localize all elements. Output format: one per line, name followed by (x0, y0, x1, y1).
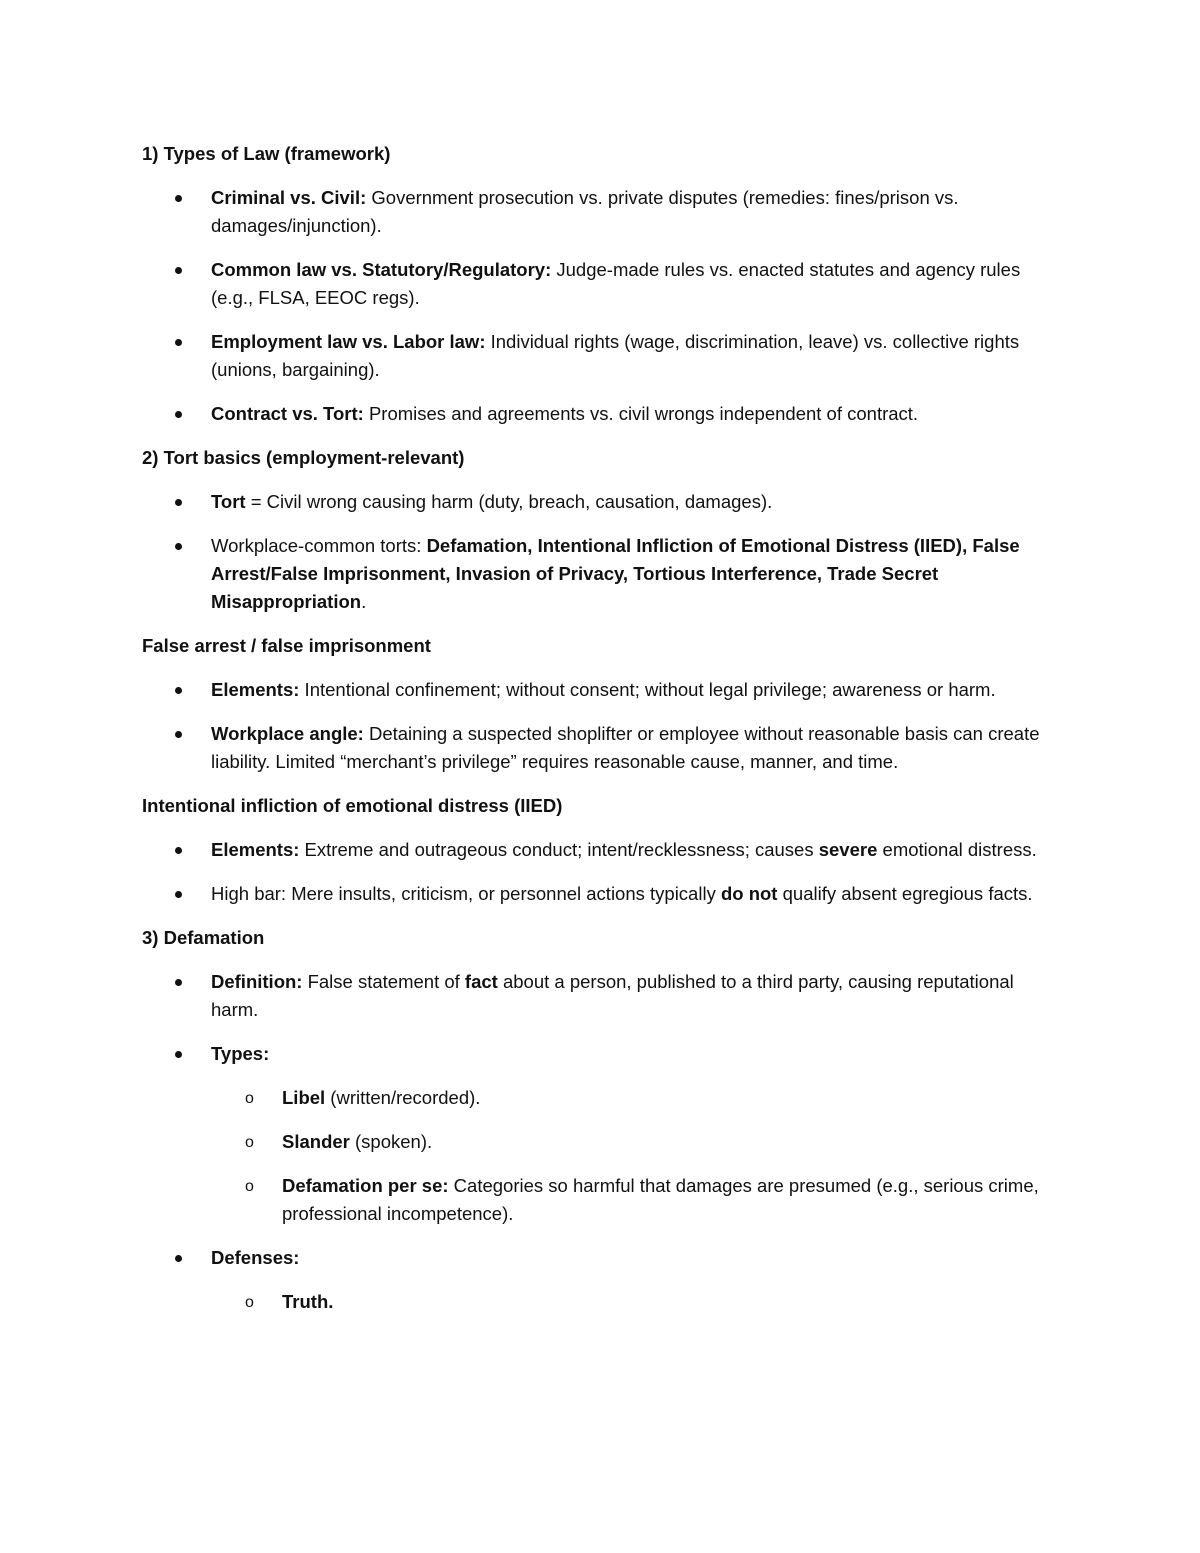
bullet-icon (175, 499, 182, 506)
bullet-icon (175, 687, 182, 694)
bullet-icon (175, 339, 182, 346)
bullet-icon (175, 195, 182, 202)
bullet-icon (175, 543, 182, 550)
bullet-icon (175, 979, 182, 986)
iied-list (142, 836, 1062, 908)
circle-bullet-icon: o (245, 1178, 254, 1195)
types-sublist (211, 1084, 1062, 1228)
bullet-icon (175, 891, 182, 898)
list-item: Criminal vs. Civil: Government prosecution vs. private disputes (remedies: fines/prison vs. damages/injunction). (142, 184, 1062, 240)
tort-basics-list (142, 488, 1062, 616)
bullet-icon (175, 1051, 182, 1058)
circle-bullet-icon: o (245, 1134, 254, 1151)
bullet-icon (175, 847, 182, 854)
section-heading-iied: Intentional infliction of emotional distress (IIED) (142, 795, 563, 816)
defamation-list (142, 968, 1062, 1316)
circle-bullet-icon: o (245, 1294, 254, 1311)
defenses-sublist (211, 1288, 1062, 1316)
list-item: Types: o Libel (written/recorded). o Slander (spoken). o Defamation per se: Categories so harmful that damages are presumed (e.g., serious crime, professional incompetence). (142, 1040, 1062, 1228)
sub-list-item: o Slander (spoken). (211, 1128, 1062, 1156)
sub-list-item: o Libel (written/recorded). (211, 1084, 1062, 1112)
list-item: Workplace angle: Detaining a suspected shoplifter or employee without reasonable basis can create liability. Limited “merchant’s privilege” requires reasonable cause, manner, and time. (142, 720, 1062, 776)
sub-list-item: o Truth. (211, 1288, 1062, 1316)
bullet-icon (175, 1255, 182, 1262)
sub-list-item: o Defamation per se: Categories so harmful that damages are presumed (e.g., serious crime, professional incompetence). (211, 1172, 1062, 1228)
section-heading-false-arrest: False arrest / false imprisonment (142, 635, 431, 656)
section-heading-defamation: 3) Defamation (142, 927, 265, 948)
list-item: Definition: False statement of fact about a person, published to a third party, causing reputational harm. (142, 968, 1062, 1024)
circle-bullet-icon: o (245, 1090, 254, 1107)
list-item: Workplace-common torts: Defamation, Intentional Infliction of Emotional Distress (IIED), False Arrest/False Imprisonment, Invasion of Privacy, Tortious Interference, Trade Secret Misappropriation. (142, 532, 1062, 616)
list-item: Defenses: o Truth. (142, 1244, 1062, 1316)
false-arrest-list (142, 676, 1062, 776)
list-item: Elements: Extreme and outrageous conduct; intent/recklessness; causes severe emotional distress. (142, 836, 1062, 864)
list-item: High bar: Mere insults, criticism, or personnel actions typically do not qualify absent egregious facts. (142, 880, 1062, 908)
types-of-law-list (142, 184, 1062, 428)
list-item: Common law vs. Statutory/Regulatory: Judge-made rules vs. enacted statutes and agency rules (e.g., FLSA, EEOC regs). (142, 256, 1062, 312)
list-item: Employment law vs. Labor law: Individual rights (wage, discrimination, leave) vs. collective rights (unions, bargaining). (142, 328, 1062, 384)
section-heading-tort-basics: 2) Tort basics (employment-relevant) (142, 447, 465, 468)
document-page (142, 140, 1062, 1332)
bullet-icon (175, 411, 182, 418)
bullet-icon (175, 267, 182, 274)
list-item: Tort = Civil wrong causing harm (duty, breach, causation, damages). (142, 488, 1062, 516)
list-item: Contract vs. Tort: Promises and agreements vs. civil wrongs independent of contract. (142, 400, 1062, 428)
section-heading-types-of-law: 1) Types of Law (framework) (142, 143, 391, 164)
bullet-icon (175, 731, 182, 738)
list-item: Elements: Intentional confinement; without consent; without legal privilege; awareness or harm. (142, 676, 1062, 704)
